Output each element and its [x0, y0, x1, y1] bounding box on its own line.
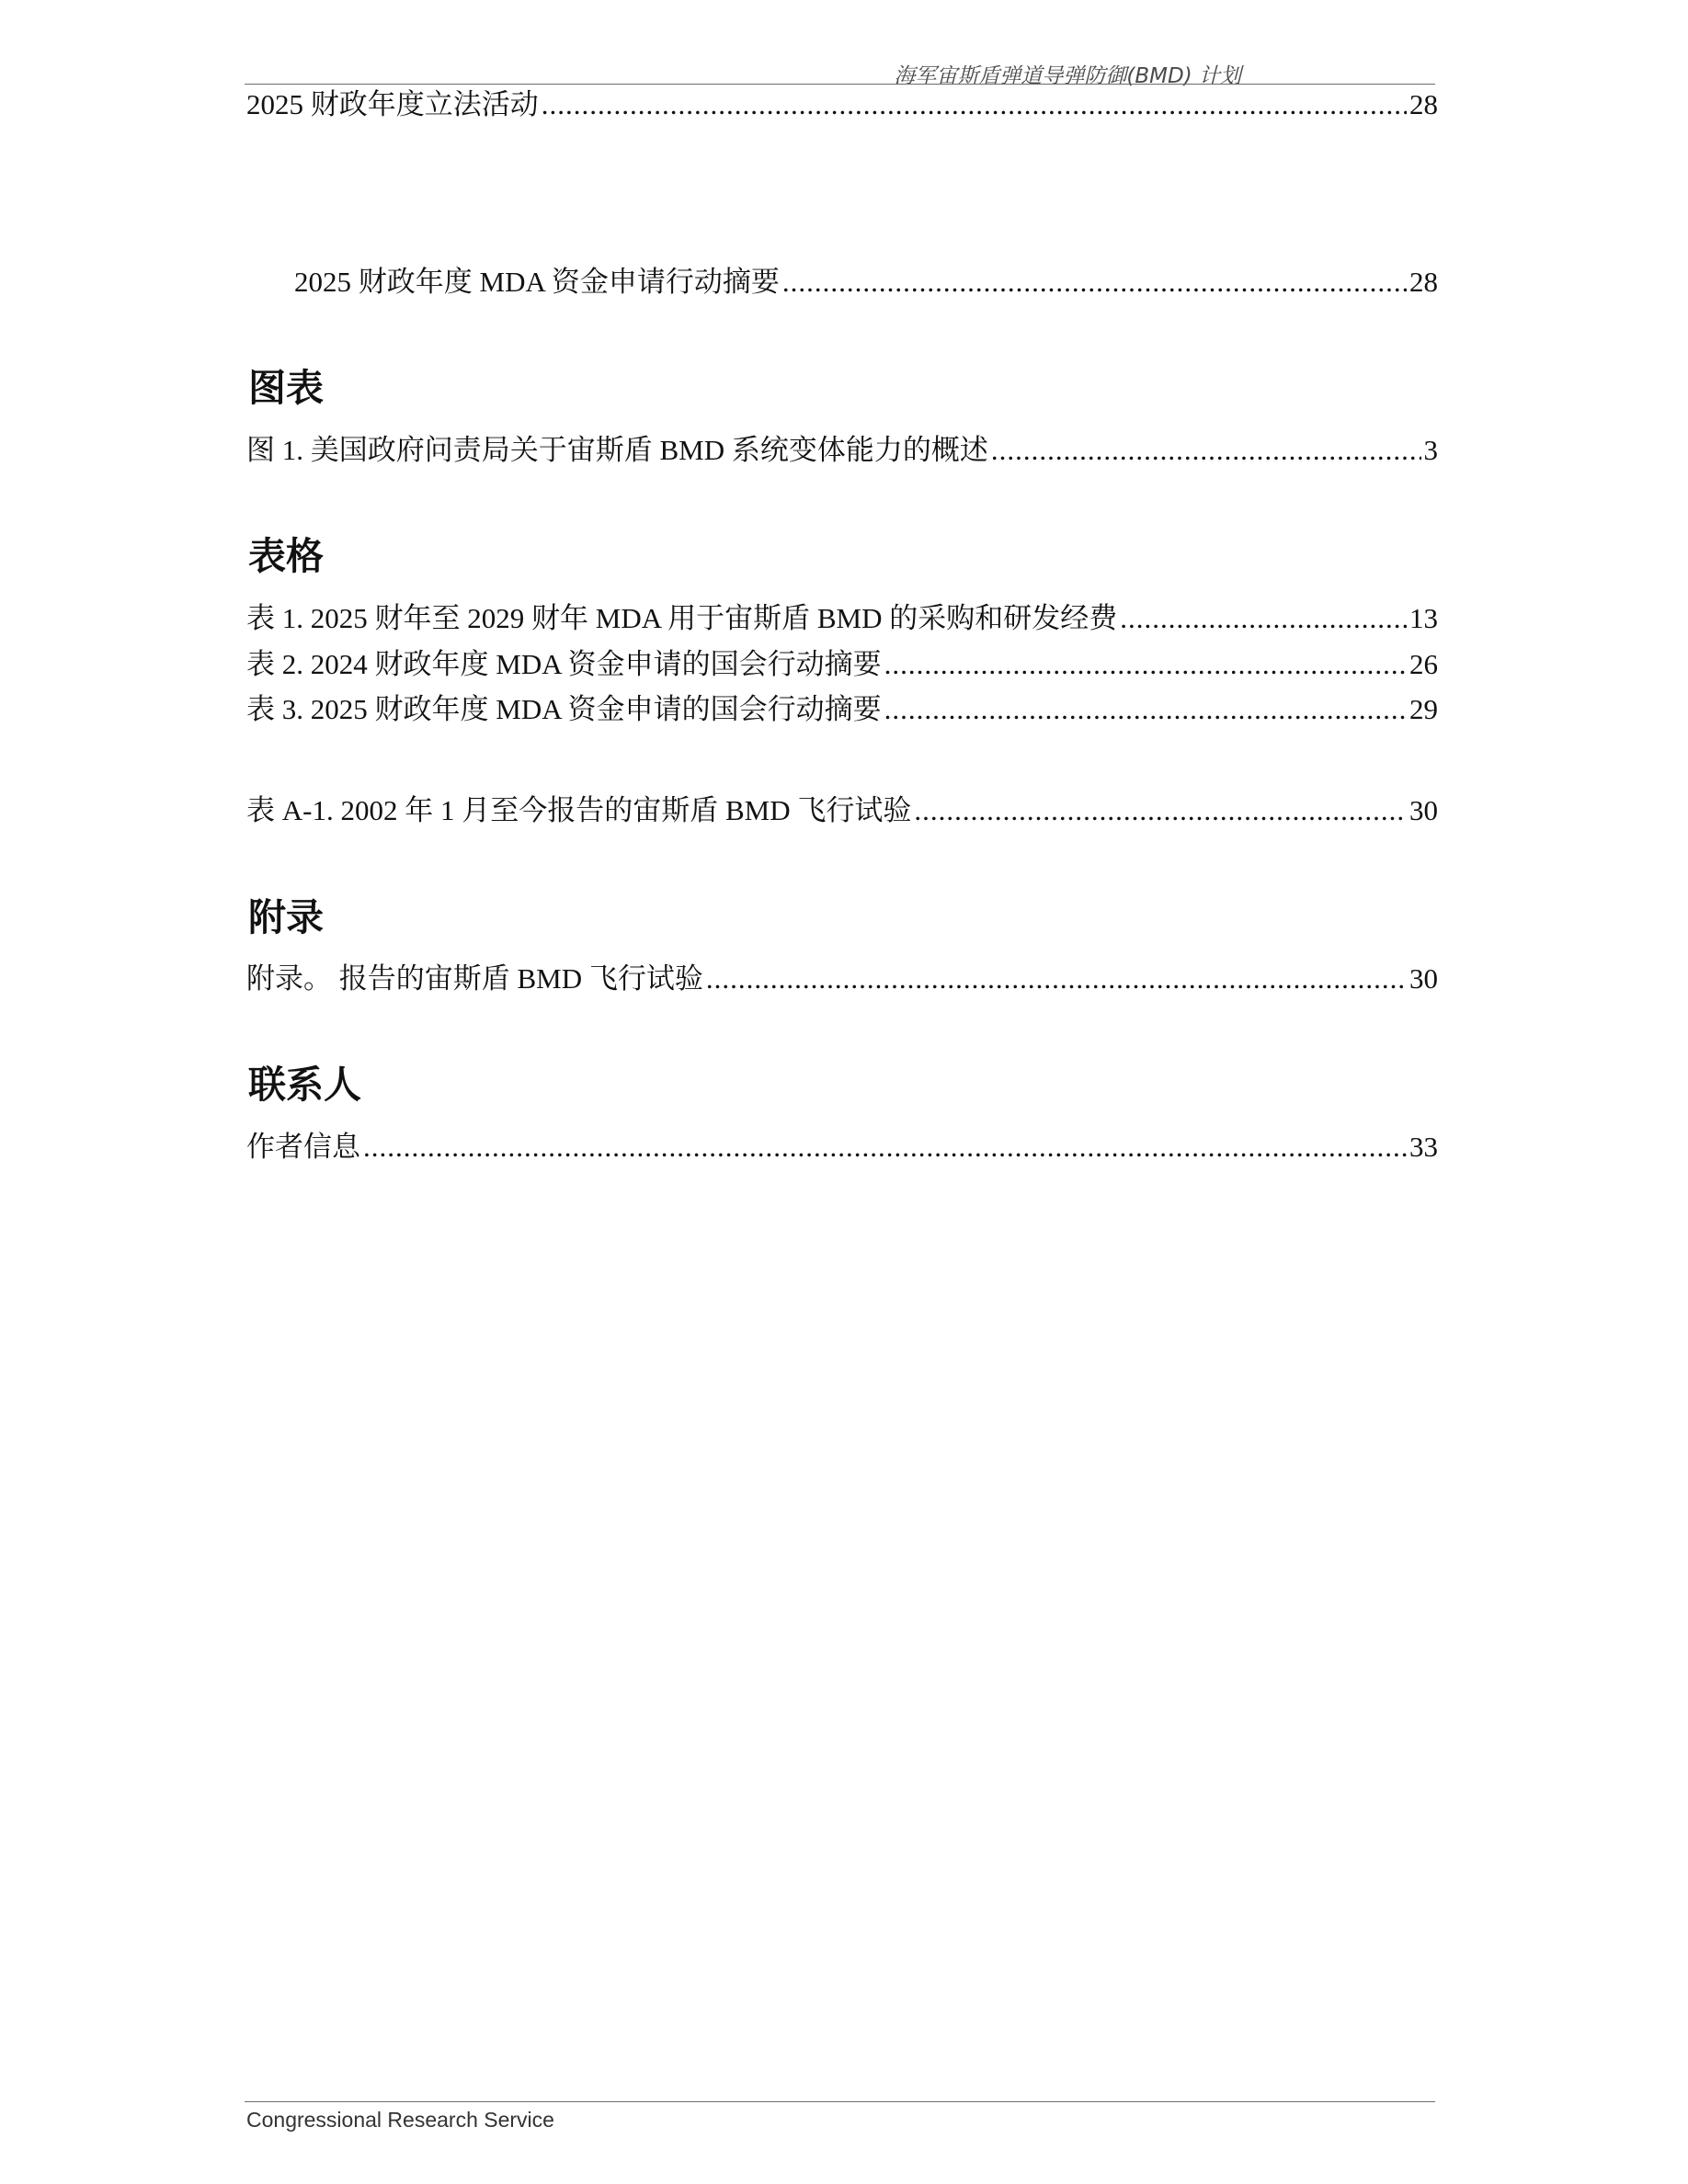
dot-leader — [1120, 600, 1407, 637]
running-header-title: 海军宙斯盾弹道导弹防御(BMD) 计划 — [894, 64, 1241, 88]
toc-table-entry[interactable] — [246, 646, 1438, 683]
dot-leader — [884, 691, 1407, 728]
toc-entry-label: 表 A-1. 2002 年 1 月至今报告的宙斯盾 BMD 飞行试验 — [246, 794, 912, 826]
toc-entry[interactable] — [246, 86, 1438, 123]
toc-entry-label: 表 2. 2024 财政年度 MDA 资金申请的国会行动摘要 — [246, 648, 882, 680]
toc-table-entry[interactable] — [246, 792, 1438, 829]
contacts-heading: 联系人 — [248, 1063, 361, 1107]
toc-entry-page: 13 — [1409, 602, 1438, 634]
toc-figure-entry[interactable] — [246, 432, 1438, 469]
toc-appendix-entry[interactable] — [246, 961, 1438, 997]
toc-entry-page: 28 — [1409, 88, 1438, 120]
toc-table-entry[interactable] — [246, 600, 1438, 637]
footer-publisher: Congressional Research Service — [246, 2108, 554, 2132]
figures-heading: 图表 — [248, 366, 324, 410]
toc-entry-label: 表 3. 2025 财政年度 MDA 资金申请的国会行动摘要 — [246, 693, 882, 725]
footer-rule — [245, 2101, 1435, 2102]
toc-entry-label: 表 1. 2025 财年至 2029 财年 MDA 用于宙斯盾 BMD 的采购和研发经费 — [246, 602, 1118, 634]
header-rule — [245, 84, 1435, 85]
toc-entry-page: 30 — [1409, 962, 1438, 995]
dot-leader — [706, 961, 1407, 997]
dot-leader — [542, 86, 1407, 123]
toc-entry-label: 图 1. 美国政府问责局关于宙斯盾 BMD 系统变体能力的概述 — [246, 434, 988, 466]
tables-heading: 表格 — [248, 534, 324, 578]
dot-leader — [991, 432, 1421, 469]
toc-entry-label: 2025 财政年度 MDA 资金申请行动摘要 — [294, 266, 780, 298]
dot-leader — [884, 646, 1407, 683]
appendixes-heading: 附录 — [248, 895, 324, 939]
toc-entry-page: 33 — [1409, 1131, 1438, 1163]
toc-entry-page: 28 — [1409, 266, 1438, 298]
toc-entry[interactable] — [294, 264, 1438, 301]
toc-entry-page: 26 — [1409, 648, 1438, 680]
toc-entry-label: 附录。 报告的宙斯盾 BMD 飞行试验 — [246, 962, 703, 995]
toc-entry-page: 30 — [1409, 794, 1438, 826]
toc-table-entry[interactable] — [246, 691, 1438, 728]
toc-entry-label: 2025 财政年度立法活动 — [246, 88, 539, 120]
dot-leader — [914, 792, 1407, 829]
toc-entry-page: 29 — [1409, 693, 1438, 725]
toc-contact-entry[interactable] — [246, 1129, 1438, 1166]
toc-entry-page: 3 — [1423, 434, 1438, 466]
toc-entry-label: 作者信息 — [246, 1131, 360, 1163]
dot-leader — [782, 264, 1407, 301]
dot-leader — [363, 1129, 1407, 1166]
